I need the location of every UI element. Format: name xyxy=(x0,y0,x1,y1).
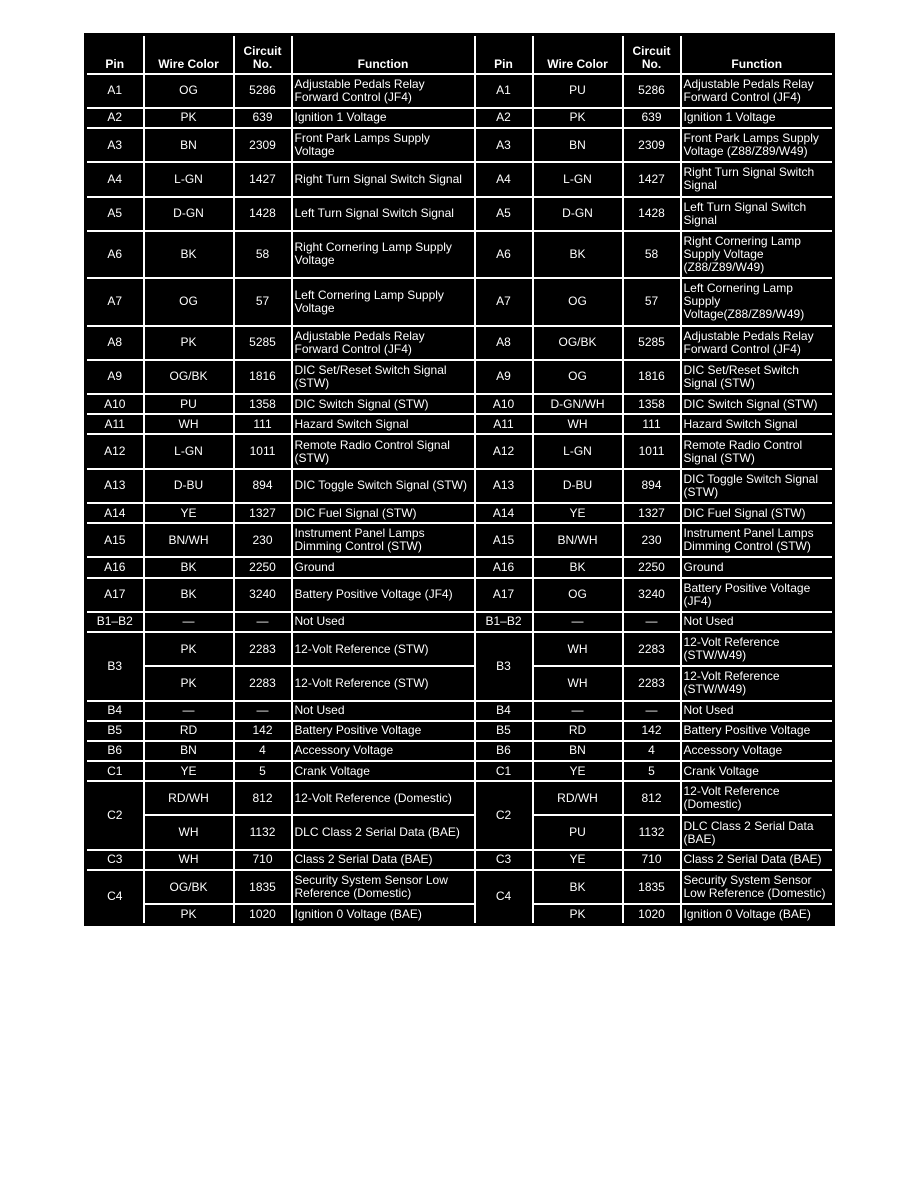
table-row xyxy=(86,701,834,721)
table-row xyxy=(86,469,834,503)
wire-color-cell: BN/WH xyxy=(144,523,234,557)
function-cell: Not Used xyxy=(681,612,834,632)
pin-cell: C2 xyxy=(86,781,144,850)
circuit-no-cell: 1327 xyxy=(623,503,681,523)
pin-cell: A8 xyxy=(86,326,144,360)
table-row xyxy=(86,557,834,577)
wire-color-cell: PK xyxy=(144,632,234,666)
pin-cell: A5 xyxy=(475,197,533,231)
circuit-no-cell: 894 xyxy=(234,469,292,503)
table-row xyxy=(86,326,834,360)
pin-cell: C3 xyxy=(475,850,533,870)
function-cell: Class 2 Serial Data (BAE) xyxy=(681,850,834,870)
pin-cell: A1 xyxy=(86,74,144,108)
function-cell: Not Used xyxy=(292,612,475,632)
circuit-no-cell: 894 xyxy=(623,469,681,503)
table-row xyxy=(86,74,834,108)
function-cell: DLC Class 2 Serial Data (BAE) xyxy=(292,815,475,849)
pin-cell: A3 xyxy=(86,128,144,162)
pin-cell: A8 xyxy=(475,326,533,360)
table-row xyxy=(86,850,834,870)
pin-cell: A17 xyxy=(475,578,533,612)
header-wire-color: Wire Color xyxy=(533,35,623,74)
circuit-no-cell: 230 xyxy=(234,523,292,557)
pin-cell: B1–B2 xyxy=(475,612,533,632)
function-cell: Front Park Lamps Supply Voltage (Z88/Z89/W49) xyxy=(681,128,834,162)
wire-color-cell: OG/BK xyxy=(533,326,623,360)
circuit-no-cell: 1816 xyxy=(623,360,681,394)
circuit-no-cell: 111 xyxy=(623,414,681,434)
wire-color-cell: WH xyxy=(144,815,234,849)
function-cell: 12-Volt Reference (STW) xyxy=(292,666,475,700)
table-row xyxy=(86,781,834,815)
circuit-no-cell: 2309 xyxy=(234,128,292,162)
function-cell: 12-Volt Reference (Domestic) xyxy=(292,781,475,815)
header-pin: Pin xyxy=(475,35,533,74)
circuit-no-cell: 2283 xyxy=(623,632,681,666)
table-row xyxy=(86,523,834,557)
function-cell: Left Turn Signal Switch Signal xyxy=(292,197,475,231)
pin-cell: C2 xyxy=(475,781,533,850)
circuit-no-cell: 2283 xyxy=(234,666,292,700)
table-row xyxy=(86,434,834,468)
wire-color-cell: PK xyxy=(533,904,623,924)
table-row xyxy=(86,278,834,325)
pin-cell: A4 xyxy=(475,162,533,196)
connector-pinout-table xyxy=(84,33,835,926)
function-cell: Ground xyxy=(292,557,475,577)
wire-color-cell: PK xyxy=(144,108,234,128)
function-cell: Security System Sensor Low Reference (Domestic) xyxy=(292,870,475,904)
wire-color-cell: D-GN/WH xyxy=(533,394,623,414)
function-cell: DIC Toggle Switch Signal (STW) xyxy=(292,469,475,503)
wire-color-cell: BN xyxy=(144,741,234,761)
function-cell: DIC Fuel Signal (STW) xyxy=(681,503,834,523)
wire-color-cell: L-GN xyxy=(144,434,234,468)
function-cell: Hazard Switch Signal xyxy=(292,414,475,434)
wire-color-cell: RD xyxy=(533,721,623,741)
table-row xyxy=(86,632,834,666)
pin-cell: A6 xyxy=(475,231,533,278)
pin-cell: A7 xyxy=(475,278,533,325)
circuit-no-cell: 1428 xyxy=(623,197,681,231)
circuit-no-cell: 142 xyxy=(234,721,292,741)
pin-cell: A10 xyxy=(86,394,144,414)
circuit-no-cell: 812 xyxy=(234,781,292,815)
table-row xyxy=(86,761,834,781)
circuit-no-cell: 2283 xyxy=(234,632,292,666)
pin-cell: B4 xyxy=(86,701,144,721)
pin-cell: A10 xyxy=(475,394,533,414)
function-cell: DIC Switch Signal (STW) xyxy=(681,394,834,414)
wire-color-cell: OG xyxy=(533,360,623,394)
pin-cell: B3 xyxy=(475,632,533,701)
wire-color-cell: WH xyxy=(533,666,623,700)
header-wire-color: Wire Color xyxy=(144,35,234,74)
pin-cell: C1 xyxy=(475,761,533,781)
function-cell: Security System Sensor Low Reference (Domestic) xyxy=(681,870,834,904)
circuit-no-cell: 5286 xyxy=(623,74,681,108)
pin-cell: A4 xyxy=(86,162,144,196)
wire-color-cell: D-GN xyxy=(533,197,623,231)
function-cell: DIC Switch Signal (STW) xyxy=(292,394,475,414)
function-cell: Ignition 1 Voltage xyxy=(292,108,475,128)
wire-color-cell: PK xyxy=(144,666,234,700)
circuit-no-cell: 5286 xyxy=(234,74,292,108)
wire-color-cell: — xyxy=(144,612,234,632)
circuit-no-cell: 812 xyxy=(623,781,681,815)
circuit-no-cell: 58 xyxy=(623,231,681,278)
circuit-no-cell: 710 xyxy=(623,850,681,870)
circuit-no-cell: 1011 xyxy=(234,434,292,468)
circuit-no-cell: — xyxy=(623,701,681,721)
pin-cell: A14 xyxy=(475,503,533,523)
function-cell: Right Turn Signal Switch Signal xyxy=(681,162,834,196)
wire-color-cell: OG/BK xyxy=(144,360,234,394)
wire-color-cell: YE xyxy=(144,761,234,781)
wire-color-cell: BN/WH xyxy=(533,523,623,557)
circuit-no-cell: 4 xyxy=(623,741,681,761)
wire-color-cell: L-GN xyxy=(533,162,623,196)
circuit-no-cell: 1327 xyxy=(234,503,292,523)
wire-color-cell: YE xyxy=(144,503,234,523)
table-row xyxy=(86,503,834,523)
circuit-no-cell: — xyxy=(234,701,292,721)
table-row xyxy=(86,815,834,849)
function-cell: DIC Toggle Switch Signal (STW) xyxy=(681,469,834,503)
wire-color-cell: BK xyxy=(533,557,623,577)
circuit-no-cell: 2283 xyxy=(623,666,681,700)
wire-color-cell: D-BU xyxy=(144,469,234,503)
pin-cell: B5 xyxy=(86,721,144,741)
function-cell: Front Park Lamps Supply Voltage xyxy=(292,128,475,162)
wire-color-cell: BK xyxy=(144,578,234,612)
function-cell: Right Cornering Lamp Supply Voltage (Z88/Z89/W49) xyxy=(681,231,834,278)
pin-cell: A9 xyxy=(475,360,533,394)
circuit-no-cell: — xyxy=(234,612,292,632)
pin-cell: B3 xyxy=(86,632,144,701)
wire-color-cell: PU xyxy=(533,815,623,849)
pin-cell: A11 xyxy=(475,414,533,434)
function-cell: Ignition 1 Voltage xyxy=(681,108,834,128)
pin-cell: B6 xyxy=(86,741,144,761)
function-cell: Battery Positive Voltage (JF4) xyxy=(681,578,834,612)
circuit-no-cell: 2250 xyxy=(623,557,681,577)
circuit-no-cell: 3240 xyxy=(623,578,681,612)
function-cell: Remote Radio Control Signal (STW) xyxy=(681,434,834,468)
header-function: Function xyxy=(681,35,834,74)
wire-color-cell: WH xyxy=(533,632,623,666)
pin-cell: B5 xyxy=(475,721,533,741)
pin-cell: A16 xyxy=(86,557,144,577)
pin-cell: B6 xyxy=(475,741,533,761)
wire-color-cell: OG xyxy=(533,278,623,325)
header-circuit-no: Circuit No. xyxy=(234,35,292,74)
wire-color-cell: OG/BK xyxy=(144,870,234,904)
function-cell: 12-Volt Reference (STW) xyxy=(292,632,475,666)
table-row xyxy=(86,578,834,612)
header-circuit-no: Circuit No. xyxy=(623,35,681,74)
table-body xyxy=(86,74,834,925)
circuit-no-cell: 57 xyxy=(623,278,681,325)
circuit-no-cell: 1816 xyxy=(234,360,292,394)
table-row xyxy=(86,231,834,278)
wire-color-cell: RD/WH xyxy=(533,781,623,815)
table-row xyxy=(86,394,834,414)
function-cell: Adjustable Pedals Relay Forward Control (JF4) xyxy=(681,326,834,360)
wire-color-cell: — xyxy=(533,612,623,632)
circuit-no-cell: 1428 xyxy=(234,197,292,231)
function-cell: Battery Positive Voltage (JF4) xyxy=(292,578,475,612)
table-row xyxy=(86,666,834,700)
function-cell: Adjustable Pedals Relay Forward Control (JF4) xyxy=(681,74,834,108)
wire-color-cell: OG xyxy=(144,74,234,108)
circuit-no-cell: 1427 xyxy=(623,162,681,196)
circuit-no-cell: 2309 xyxy=(623,128,681,162)
wire-color-cell: BK xyxy=(144,557,234,577)
table-row xyxy=(86,870,834,904)
function-cell: Accessory Voltage xyxy=(681,741,834,761)
circuit-no-cell: 5285 xyxy=(234,326,292,360)
function-cell: Ground xyxy=(681,557,834,577)
function-cell: Battery Positive Voltage xyxy=(292,721,475,741)
circuit-no-cell: 5 xyxy=(234,761,292,781)
function-cell: Hazard Switch Signal xyxy=(681,414,834,434)
table-row xyxy=(86,108,834,128)
pin-cell: B4 xyxy=(475,701,533,721)
wire-color-cell: YE xyxy=(533,761,623,781)
table-row xyxy=(86,612,834,632)
pin-cell: A16 xyxy=(475,557,533,577)
wire-color-cell: BK xyxy=(533,870,623,904)
wire-color-cell: WH xyxy=(144,850,234,870)
circuit-no-cell: 142 xyxy=(623,721,681,741)
circuit-no-cell: 1011 xyxy=(623,434,681,468)
wire-color-cell: L-GN xyxy=(144,162,234,196)
wire-color-cell: BN xyxy=(533,128,623,162)
circuit-no-cell: 4 xyxy=(234,741,292,761)
wire-color-cell: WH xyxy=(533,414,623,434)
function-cell: 12-Volt Reference (STW/W49) xyxy=(681,666,834,700)
header-function: Function xyxy=(292,35,475,74)
function-cell: Instrument Panel Lamps Dimming Control (STW) xyxy=(292,523,475,557)
circuit-no-cell: 710 xyxy=(234,850,292,870)
circuit-no-cell: — xyxy=(623,612,681,632)
pin-cell: A6 xyxy=(86,231,144,278)
pin-cell: B1–B2 xyxy=(86,612,144,632)
wire-color-cell: PK xyxy=(533,108,623,128)
wire-color-cell: YE xyxy=(533,850,623,870)
circuit-no-cell: 1132 xyxy=(234,815,292,849)
function-cell: Class 2 Serial Data (BAE) xyxy=(292,850,475,870)
wire-color-cell: BK xyxy=(533,231,623,278)
circuit-no-cell: 111 xyxy=(234,414,292,434)
function-cell: Adjustable Pedals Relay Forward Control (JF4) xyxy=(292,74,475,108)
function-cell: Not Used xyxy=(292,701,475,721)
pin-cell: A2 xyxy=(475,108,533,128)
function-cell: Instrument Panel Lamps Dimming Control (STW) xyxy=(681,523,834,557)
function-cell: DIC Fuel Signal (STW) xyxy=(292,503,475,523)
wire-color-cell: D-GN xyxy=(144,197,234,231)
wire-color-cell: OG xyxy=(144,278,234,325)
circuit-no-cell: 1835 xyxy=(623,870,681,904)
pin-cell: A13 xyxy=(86,469,144,503)
function-cell: Left Turn Signal Switch Signal xyxy=(681,197,834,231)
wire-color-cell: D-BU xyxy=(533,469,623,503)
function-cell: Not Used xyxy=(681,701,834,721)
function-cell: Right Turn Signal Switch Signal xyxy=(292,162,475,196)
table-row xyxy=(86,197,834,231)
function-cell: Remote Radio Control Signal (STW) xyxy=(292,434,475,468)
circuit-no-cell: 639 xyxy=(623,108,681,128)
wire-color-cell: OG xyxy=(533,578,623,612)
pin-cell: C4 xyxy=(475,870,533,925)
circuit-no-cell: 1358 xyxy=(234,394,292,414)
circuit-no-cell: 639 xyxy=(234,108,292,128)
wire-color-cell: PK xyxy=(144,326,234,360)
wire-color-cell: RD xyxy=(144,721,234,741)
function-cell: Ignition 0 Voltage (BAE) xyxy=(292,904,475,924)
pin-cell: A7 xyxy=(86,278,144,325)
table-row xyxy=(86,721,834,741)
function-cell: Left Cornering Lamp Supply Voltage(Z88/Z89/W49) xyxy=(681,278,834,325)
pin-cell: A13 xyxy=(475,469,533,503)
table-row xyxy=(86,128,834,162)
table-row xyxy=(86,904,834,924)
function-cell: 12-Volt Reference (STW/W49) xyxy=(681,632,834,666)
header-pin: Pin xyxy=(86,35,144,74)
pin-cell: A15 xyxy=(86,523,144,557)
circuit-no-cell: 1358 xyxy=(623,394,681,414)
wire-color-cell: L-GN xyxy=(533,434,623,468)
function-cell: Accessory Voltage xyxy=(292,741,475,761)
circuit-no-cell: 57 xyxy=(234,278,292,325)
function-cell: Battery Positive Voltage xyxy=(681,721,834,741)
circuit-no-cell: 1427 xyxy=(234,162,292,196)
function-cell: Ignition 0 Voltage (BAE) xyxy=(681,904,834,924)
wire-color-cell: BN xyxy=(533,741,623,761)
circuit-no-cell: 58 xyxy=(234,231,292,278)
function-cell: 12-Volt Reference (Domestic) xyxy=(681,781,834,815)
table-row xyxy=(86,360,834,394)
function-cell: DIC Set/Reset Switch Signal (STW) xyxy=(292,360,475,394)
circuit-no-cell: 5285 xyxy=(623,326,681,360)
circuit-no-cell: 5 xyxy=(623,761,681,781)
wire-color-cell: PU xyxy=(144,394,234,414)
wire-color-cell: WH xyxy=(144,414,234,434)
pin-cell: A9 xyxy=(86,360,144,394)
pin-cell: A11 xyxy=(86,414,144,434)
pin-cell: C1 xyxy=(86,761,144,781)
function-cell: DLC Class 2 Serial Data (BAE) xyxy=(681,815,834,849)
circuit-no-cell: 1835 xyxy=(234,870,292,904)
pin-cell: A1 xyxy=(475,74,533,108)
wire-color-cell: RD/WH xyxy=(144,781,234,815)
pin-cell: A5 xyxy=(86,197,144,231)
circuit-no-cell: 230 xyxy=(623,523,681,557)
wire-color-cell: YE xyxy=(533,503,623,523)
wire-color-cell: PK xyxy=(144,904,234,924)
pin-cell: A3 xyxy=(475,128,533,162)
pin-cell: A15 xyxy=(475,523,533,557)
wire-color-cell: — xyxy=(533,701,623,721)
pin-cell: C4 xyxy=(86,870,144,925)
table-row xyxy=(86,162,834,196)
circuit-no-cell: 3240 xyxy=(234,578,292,612)
table-row xyxy=(86,741,834,761)
pin-cell: A17 xyxy=(86,578,144,612)
function-cell: Left Cornering Lamp Supply Voltage xyxy=(292,278,475,325)
circuit-no-cell: 2250 xyxy=(234,557,292,577)
wire-color-cell: BN xyxy=(144,128,234,162)
function-cell: Crank Voltage xyxy=(681,761,834,781)
pin-cell: A12 xyxy=(86,434,144,468)
pin-cell: A12 xyxy=(475,434,533,468)
function-cell: Right Cornering Lamp Supply Voltage xyxy=(292,231,475,278)
pin-cell: A2 xyxy=(86,108,144,128)
table-row xyxy=(86,414,834,434)
circuit-no-cell: 1020 xyxy=(623,904,681,924)
wire-color-cell: BK xyxy=(144,231,234,278)
function-cell: Adjustable Pedals Relay Forward Control (JF4) xyxy=(292,326,475,360)
wire-color-cell: PU xyxy=(533,74,623,108)
function-cell: DIC Set/Reset Switch Signal (STW) xyxy=(681,360,834,394)
circuit-no-cell: 1020 xyxy=(234,904,292,924)
wire-color-cell: — xyxy=(144,701,234,721)
header-row xyxy=(86,35,834,74)
pin-cell: A14 xyxy=(86,503,144,523)
pin-cell: C3 xyxy=(86,850,144,870)
circuit-no-cell: 1132 xyxy=(623,815,681,849)
function-cell: Crank Voltage xyxy=(292,761,475,781)
